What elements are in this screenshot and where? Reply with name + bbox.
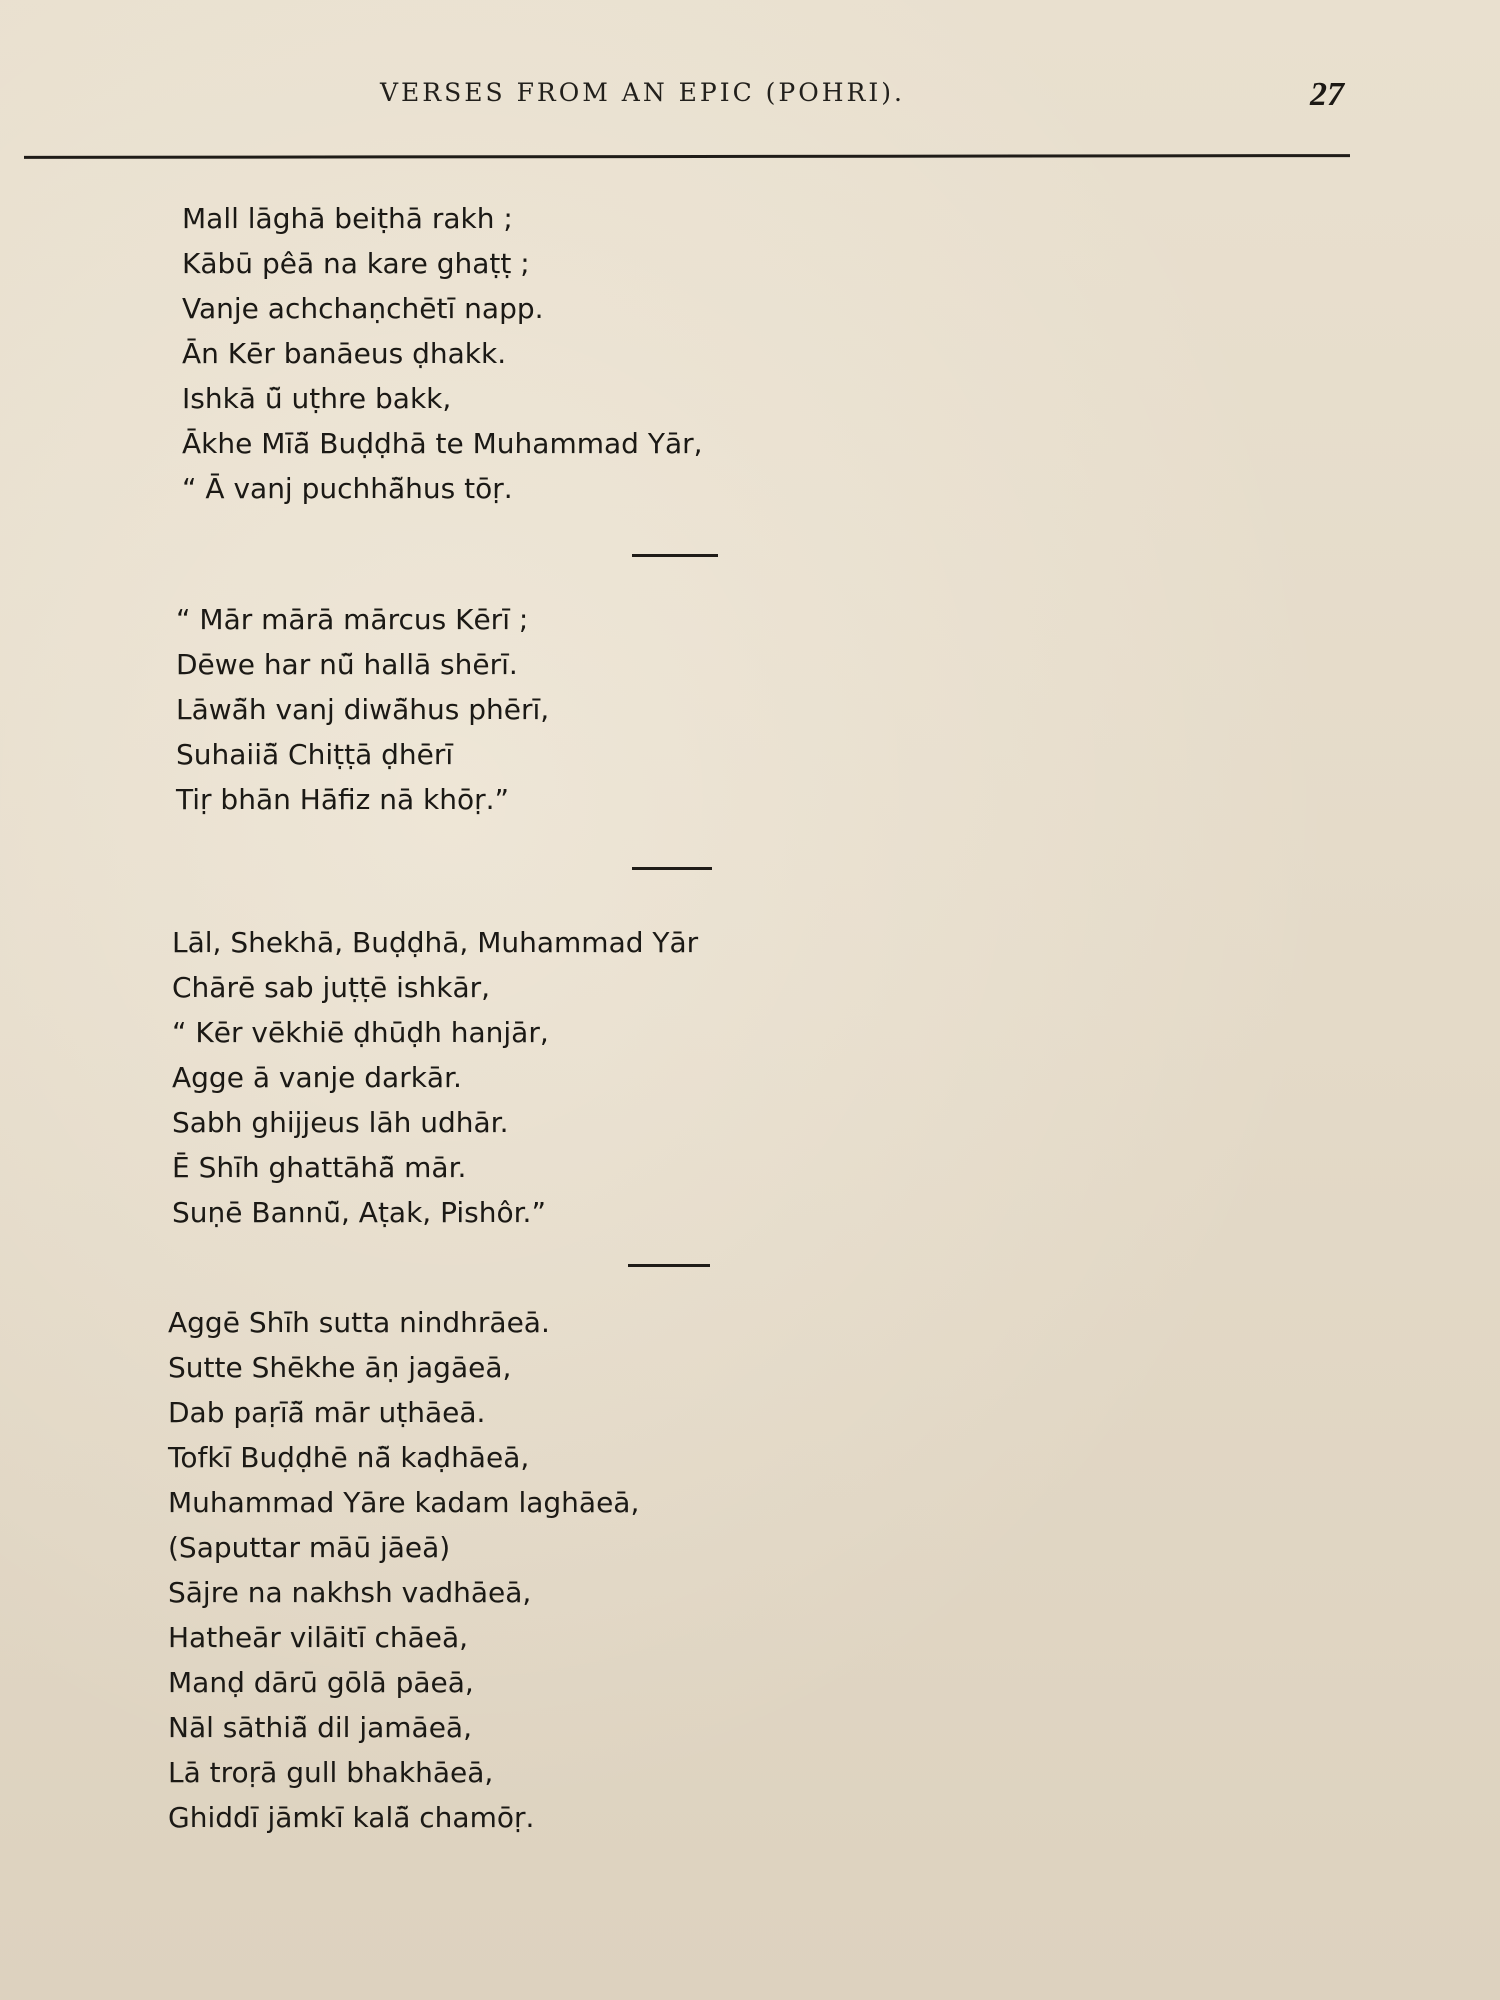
verse-line: Chārē sab juṭṭē ishkār, — [172, 971, 491, 1004]
page-number: 27 — [1310, 76, 1344, 113]
verse-line: Tofkī Buḍḍhē nā̃ kaḍhāeā, — [168, 1441, 530, 1474]
verse-line: Kābū pêā na kare ghaṭṭ ; — [182, 247, 530, 280]
verse-line: (Saputtar māū jāeā) — [168, 1531, 451, 1564]
verse-line: Tiṛ bhān Hāfiz nā khōṛ.” — [176, 783, 510, 816]
stanza-4 — [168, 1300, 1068, 1840]
verse-line: Vanje achchaṇchētī napp. — [182, 292, 544, 325]
stanza-2 — [176, 597, 1076, 822]
verse-line: “ Kēr vēkhiē ḍhūḍh hanjār, — [172, 1016, 549, 1049]
header-rule — [24, 154, 1350, 159]
verse-line: “ Mār mārā mārcus Kērī ; — [176, 603, 529, 636]
verse-line: Manḍ dārū gōlā pāeā, — [168, 1666, 474, 1699]
verse-line: Ān Kēr banāeus ḍhakk. — [182, 337, 507, 370]
stanza-divider — [632, 867, 712, 870]
verse-line: Sājre na nakhsh vadhāeā, — [168, 1576, 532, 1609]
verse-line: Lā troṛā gull bhakhāeā, — [168, 1756, 494, 1789]
verse-line: Ghiddī jāmkī kalā̃ chamōṛ. — [168, 1801, 535, 1834]
verse-line: Sutte Shēkhe āṇ jagāeā, — [168, 1351, 512, 1384]
verse-line: Aggē Shīh sutta nindhrāeā. — [168, 1306, 550, 1339]
verse-line: Lāl, Shekhā, Buḍḍhā, Muhammad Yār — [172, 926, 699, 959]
verse-line: Sabh ghijjeus lāh udhār. — [172, 1106, 509, 1139]
verse-line: Suhaiiā̃ Chiṭṭā ḍhērī — [176, 738, 454, 771]
stanza-3 — [172, 920, 1072, 1235]
verse-line: Mall lāghā beiṭhā rakh ; — [182, 202, 513, 235]
verse-line: Nāl sāthiā̃ dil jamāeā, — [168, 1711, 472, 1744]
running-head: VERSES FROM AN EPIC (POHRI). — [380, 78, 905, 107]
stanza-divider — [632, 554, 718, 557]
verse-line: Suṇē Bannū̃, Aṭak, Pishôr.” — [172, 1196, 546, 1229]
verse-line: Hatheār vilāitī chāeā, — [168, 1621, 469, 1654]
verse-line: Ākhe Mīā̃ Buḍḍhā te Muhammad Yār, — [182, 427, 703, 460]
stanza-1 — [182, 196, 1082, 511]
page-header — [0, 78, 1500, 118]
verse-line: Muhammad Yāre kadam laghāeā, — [168, 1486, 640, 1519]
verse-line: “ Ā vanj puchhā̃hus tōṛ. — [182, 472, 513, 505]
verse-line: Ishkā ū̃ uṭhre bakk, — [182, 382, 452, 415]
stanza-divider — [628, 1264, 710, 1267]
verse-line: Agge ā vanje darkār. — [172, 1061, 462, 1094]
verse-line: Ē Shīh ghattāhā̃ mār. — [172, 1151, 467, 1184]
verse-line: Dab paṛīā̃ mār uṭhāeā. — [168, 1396, 486, 1429]
verse-line: Lāwā̃h vanj diwā̃hus phērī, — [176, 693, 550, 726]
verse-line: Dēwe har nū̃ hallā shērī. — [176, 648, 518, 681]
